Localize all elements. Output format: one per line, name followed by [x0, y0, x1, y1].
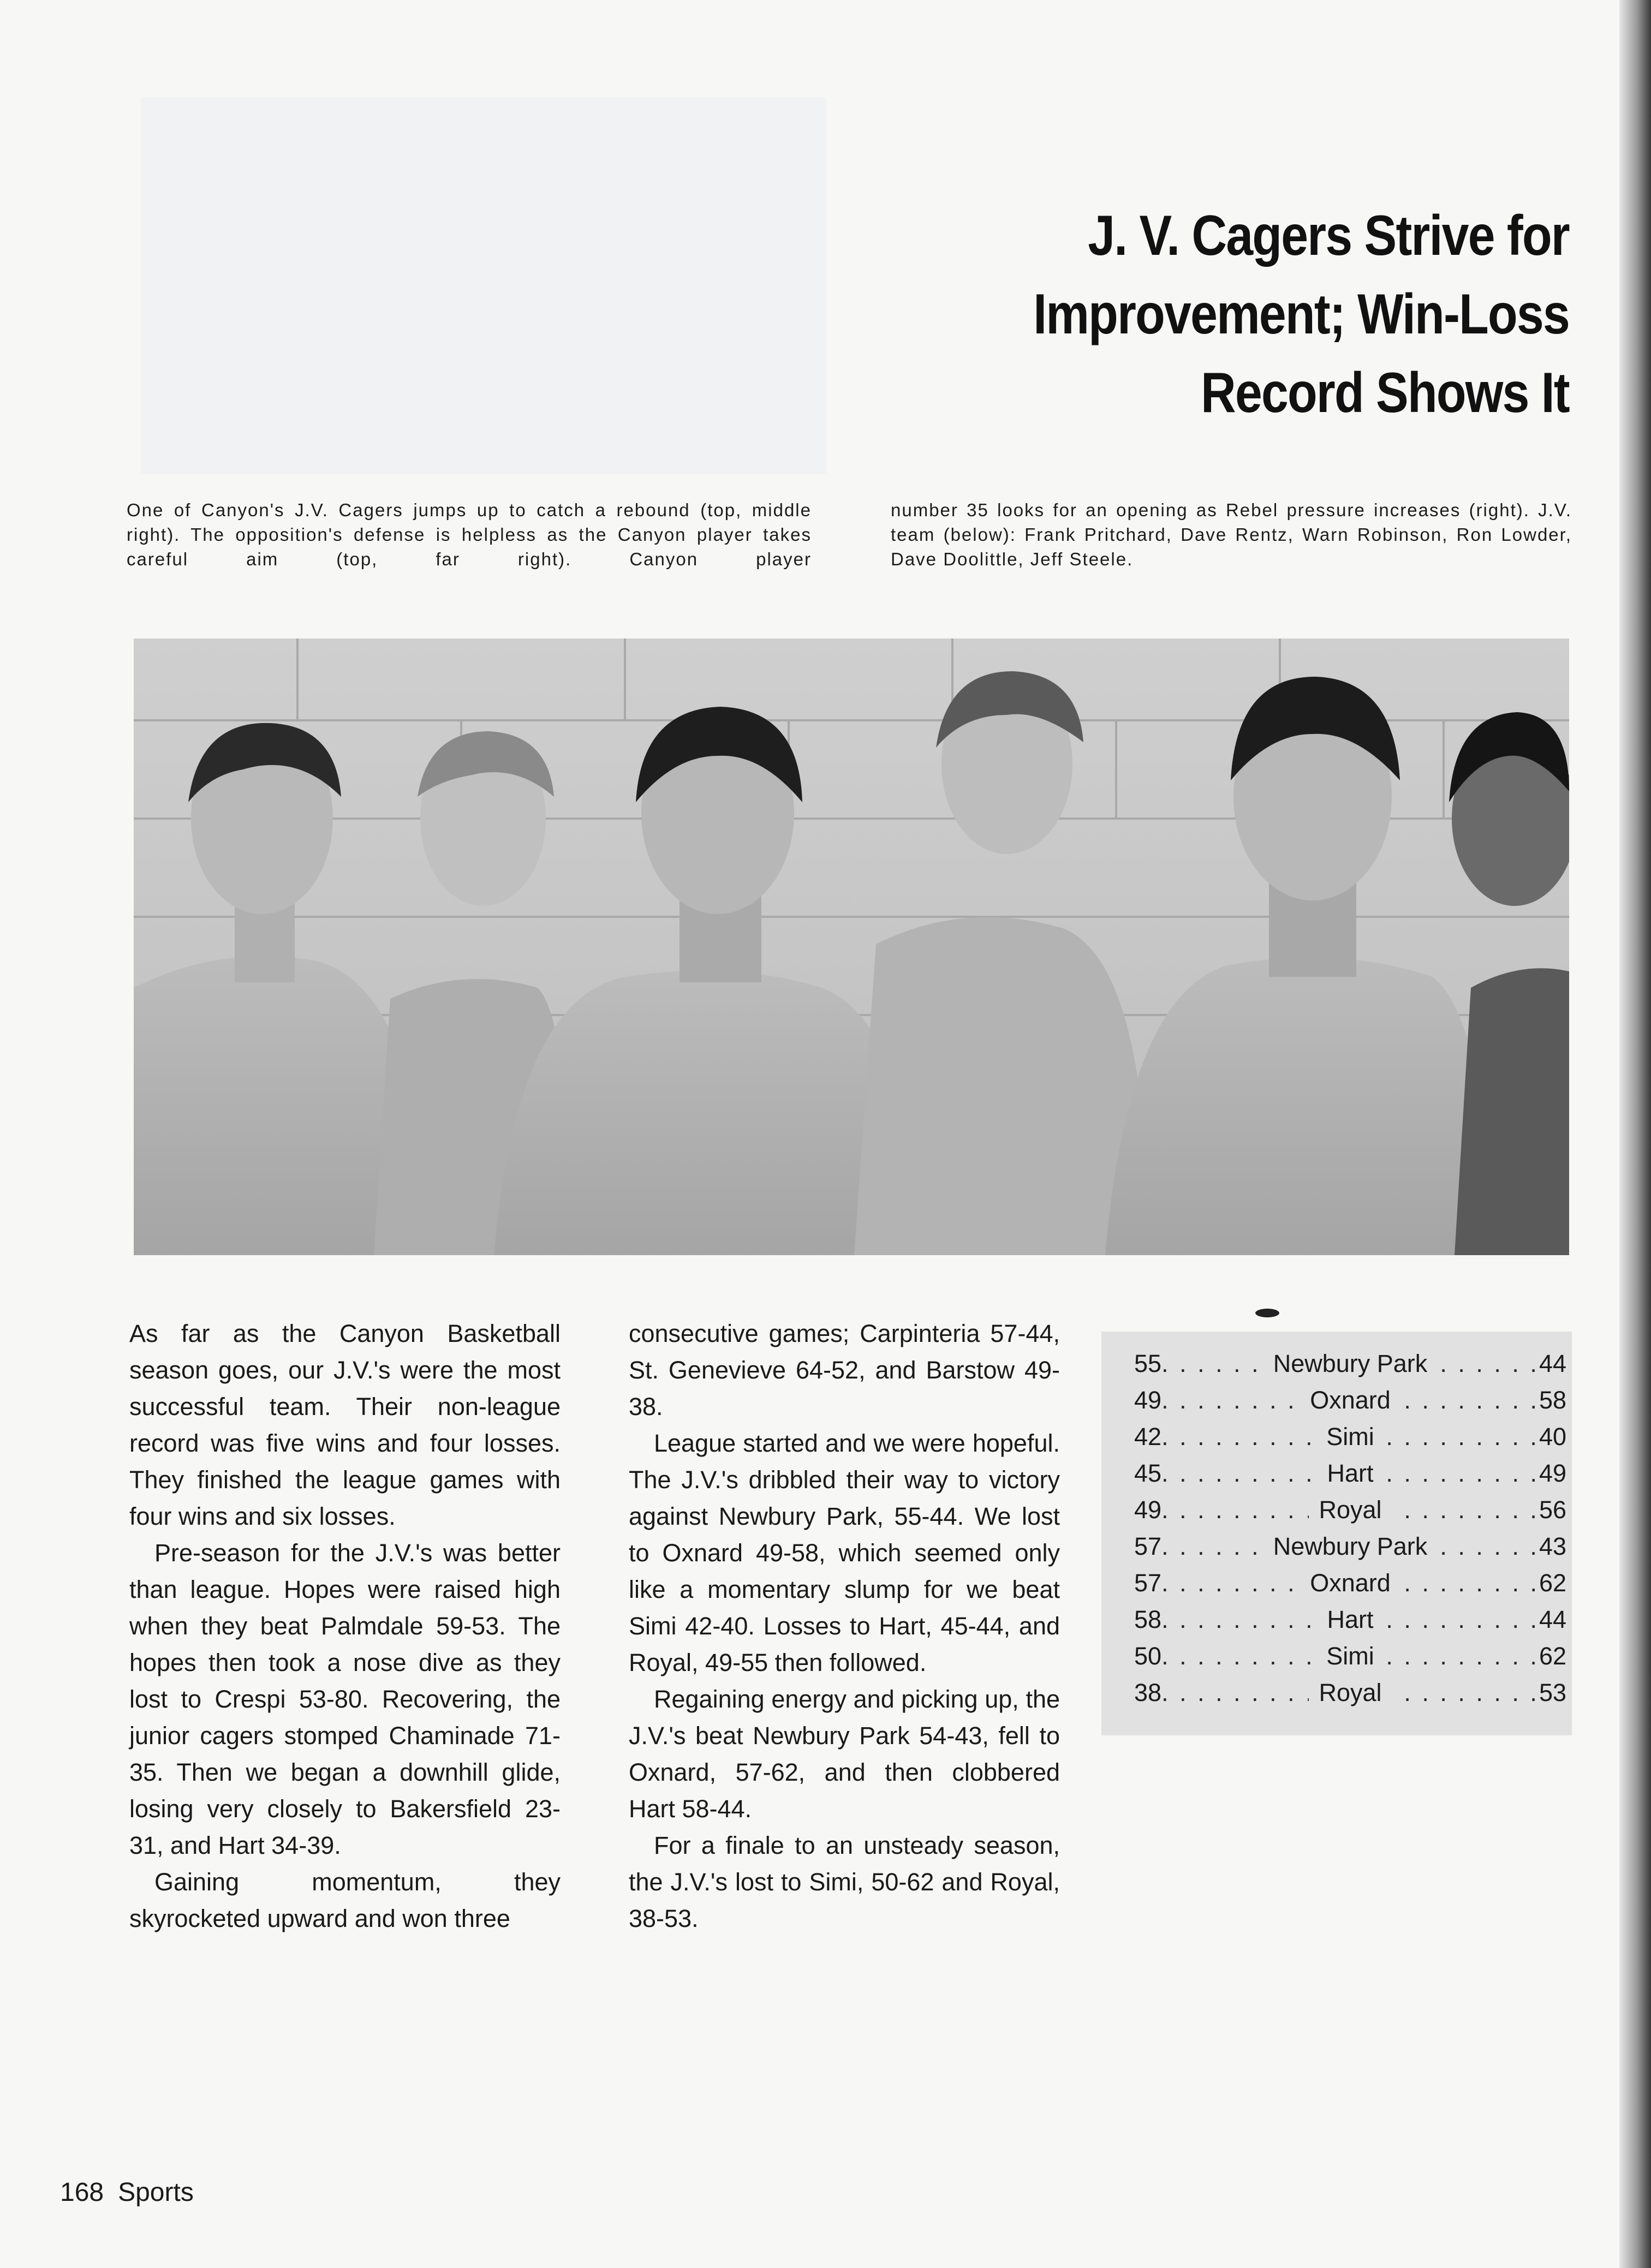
opponent-score: 44	[1539, 1350, 1566, 1377]
opponent-name: Royal	[1319, 1496, 1382, 1524]
canyon-score: 57	[1134, 1532, 1162, 1560]
opponent-name: Oxnard	[1310, 1569, 1391, 1597]
article-paragraph: Gaining momentum, they skyrocketed upward and won three	[129, 1868, 561, 1932]
score-row	[1134, 1345, 1566, 1382]
opponent-name: Simi	[1326, 1642, 1374, 1670]
article-paragraph: As far as the Canyon Basketball season goes, our J.V.'s were the most successful team. Their non-league record was five wins and four losses. They finished the league games with four wins and six losses.	[129, 1320, 561, 1530]
article-paragraph: For a finale to an unsteady season, the J.V.'s lost to Simi, 50-62 and Royal, 38-53.	[629, 1831, 1060, 1932]
score-row	[1134, 1382, 1566, 1418]
headline	[952, 196, 1569, 432]
score-row	[1134, 1674, 1566, 1711]
opponent-score: 56	[1539, 1496, 1566, 1524]
opponent-score: 43	[1539, 1532, 1566, 1560]
opponent-name: Hart	[1327, 1459, 1374, 1487]
article-column-2	[629, 1315, 1060, 1937]
opponent-name: Royal	[1319, 1679, 1382, 1706]
canyon-score: 45	[1134, 1459, 1162, 1487]
canyon-score: 49	[1134, 1386, 1162, 1414]
canyon-score: 38	[1134, 1679, 1162, 1706]
headline-line-3: Record Shows It	[1201, 361, 1569, 425]
section-name: Sports	[118, 2178, 194, 2207]
opponent-score: 44	[1539, 1605, 1567, 1633]
headline-line-1: J. V. Cagers Strive for	[1088, 204, 1569, 267]
opponent-name: Simi	[1326, 1423, 1374, 1451]
team-photo	[134, 638, 1569, 1255]
article-paragraph: Pre-season for the J.V.'s was better than league. Hopes were raised high when they beat Palmdale 59-53. The hopes then took a nose dive as they lost to Crespi 53-80. Recovering, the junior cagers stomped Chaminade 71-35. Then we began a downhill glide, losing very closely to Bakersfield 23-31, and Hart 34-39.	[129, 1539, 561, 1859]
score-row	[1134, 1601, 1566, 1638]
photo-caption-right: number 35 looks for an opening as Rebel pressure increases (right). J.V. team (below): Frank Pritchard, Dave Rentz, Warn Robinson, Ron Lowder, Dave Doolittle, Jeff Steele.	[891, 500, 1572, 569]
opponent-score: 62	[1539, 1569, 1567, 1597]
article-paragraph: consecutive games; Carpinteria 57-44, St. Genevieve 64-52, and Barstow 49-38.	[629, 1320, 1060, 1421]
blank-photo-area	[141, 97, 826, 474]
score-row	[1134, 1638, 1566, 1674]
score-row	[1134, 1528, 1566, 1565]
headline-line-2: Improvement; Win-Loss	[1033, 283, 1569, 346]
team-photo-icon	[134, 638, 1569, 1255]
canyon-score: 42	[1134, 1423, 1162, 1451]
opponent-score: 53	[1539, 1679, 1566, 1706]
page-number: 168	[60, 2178, 104, 2207]
opponent-score: 40	[1539, 1423, 1566, 1451]
scores-table	[1101, 1332, 1572, 1735]
opponent-name: Hart	[1327, 1605, 1374, 1633]
print-speck	[1255, 1309, 1279, 1317]
canyon-score: 55	[1134, 1350, 1162, 1377]
canyon-score: 50	[1134, 1642, 1162, 1670]
opponent-score: 58	[1539, 1386, 1567, 1414]
canyon-score: 49	[1134, 1496, 1162, 1524]
opponent-score: 49	[1539, 1459, 1567, 1487]
opponent-name: Oxnard	[1310, 1386, 1391, 1414]
opponent-name: Newbury Park	[1273, 1350, 1428, 1377]
opponent-score: 62	[1539, 1642, 1566, 1670]
article-paragraph: Regaining energy and picking up, the J.V.'s beat Newbury Park 54-43, fell to Oxnard, 57-62, and then clobbered Hart 58-44.	[629, 1685, 1060, 1823]
canyon-score: 58	[1134, 1605, 1162, 1633]
score-row	[1134, 1418, 1566, 1455]
photo-caption-left: One of Canyon's J.V. Cagers jumps up to catch a rebound (top, middle right). The opposition's defense is helpless as the Canyon player takes careful aim (top, far right). Canyon player	[127, 500, 812, 569]
score-row	[1134, 1565, 1566, 1601]
score-row	[1134, 1491, 1566, 1528]
article-column-1	[129, 1315, 561, 1937]
page-binding-edge	[1619, 0, 1651, 2268]
canyon-score: 57	[1134, 1569, 1162, 1597]
score-row	[1134, 1455, 1566, 1491]
page-folio	[60, 2176, 208, 2209]
opponent-name: Newbury Park	[1273, 1532, 1428, 1560]
article-paragraph: League started and we were hopeful. The J.V.'s dribbled their way to victory against Newbury Park, 55-44. We lost to Oxnard 49-58, which seemed only like a momentary slump for we beat Simi 42-40. Losses to Hart, 45-44, and Royal, 49-55 then followed.	[629, 1429, 1060, 1676]
